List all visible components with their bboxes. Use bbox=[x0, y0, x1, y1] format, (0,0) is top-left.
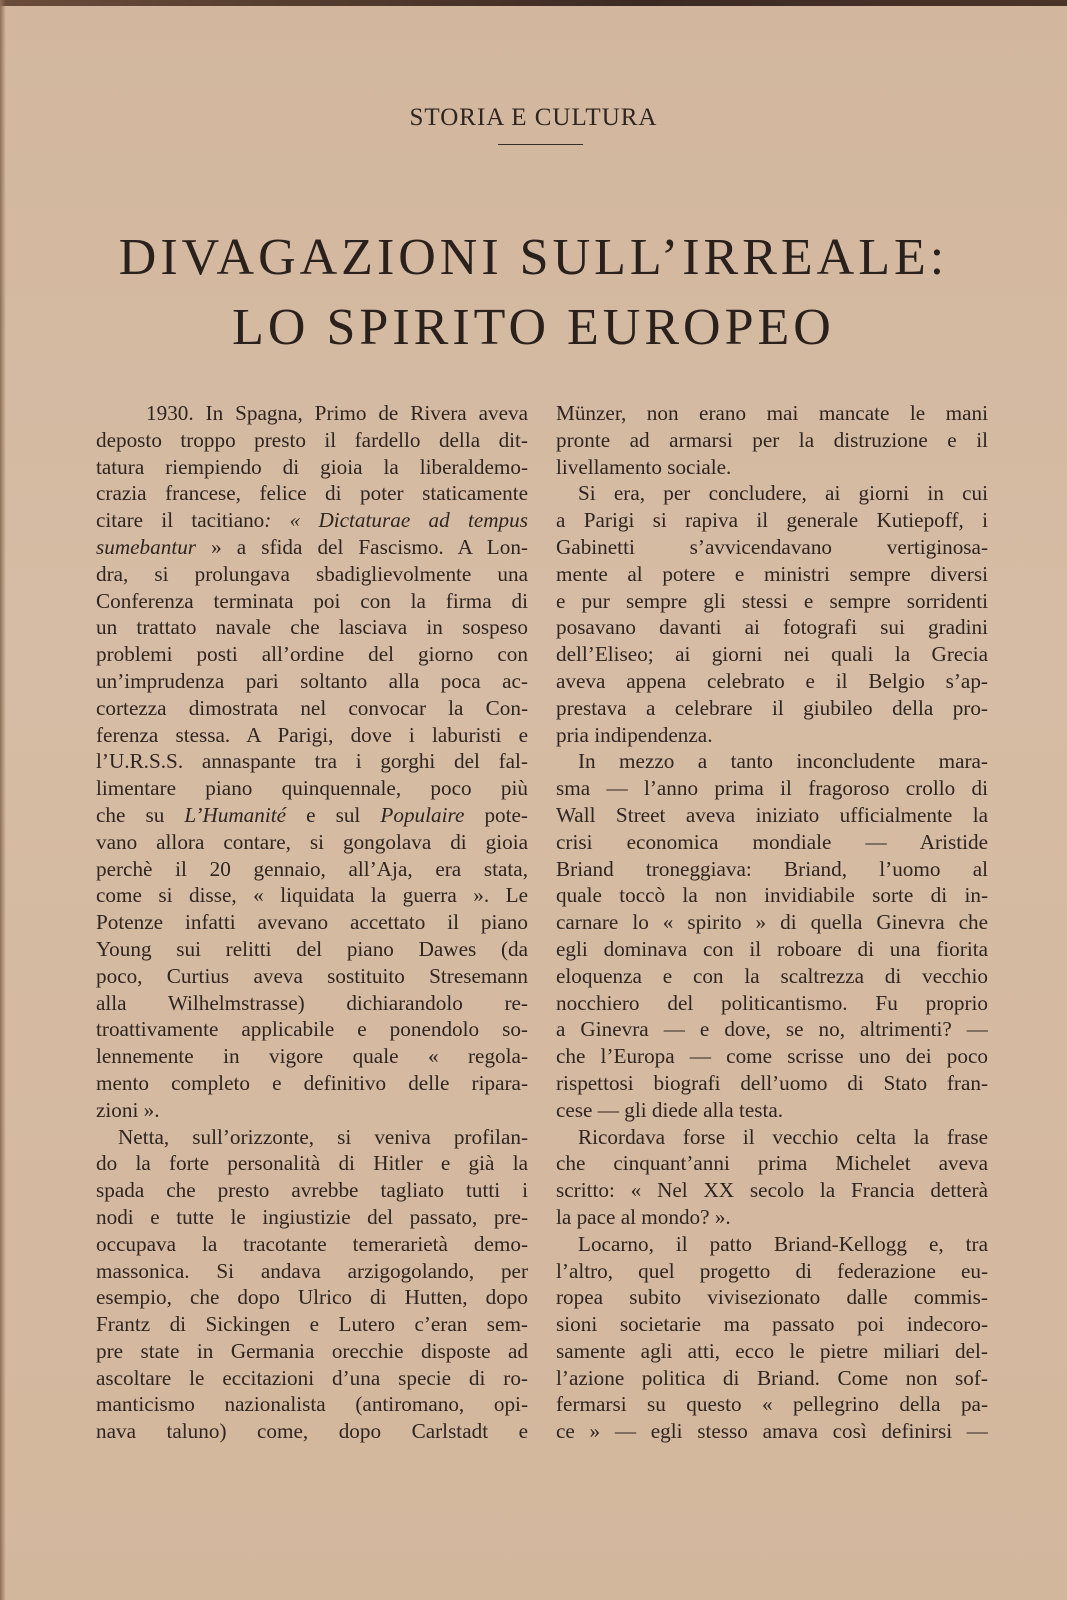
text-line: come si disse, « liquidata la guerra ». Le bbox=[96, 883, 528, 908]
text-line: 1930. In Spagna, Primo de Rivera aveva bbox=[146, 401, 528, 425]
text-line: cortezza dimostrata nel convocar la Con- bbox=[96, 695, 528, 720]
text-line: eloquenza e con la scaltrezza di vecchio bbox=[556, 963, 988, 988]
text-line: Young sui relitti del piano Dawes (da bbox=[96, 936, 528, 961]
text-line: pronte ad armarsi per la distruzione e il bbox=[556, 427, 988, 452]
text-line: Münzer, non erano mai mancate le mani bbox=[556, 401, 988, 425]
text-line: Gabinetti s’avvicendavano vertiginosa- bbox=[556, 534, 988, 559]
text-line: vano allora contare, si gongolava di gioia bbox=[96, 829, 528, 854]
text-line: limentare piano quinquennale, poco più bbox=[96, 776, 528, 801]
article-title-line-1: DIVAGAZIONI SULL’IRREALE: bbox=[118, 229, 949, 286]
text-line: troattivamente applicabile e ponendolo so- bbox=[96, 1017, 528, 1042]
text-line: nava taluno) come, dopo Carlstadt e bbox=[96, 1419, 528, 1444]
text-line: lennemente in vigore quale « regola- bbox=[96, 1044, 528, 1069]
page-top-edge bbox=[0, 0, 1067, 6]
text-line: a Ginevra — e dove, se no, altrimenti? — bbox=[556, 1017, 988, 1042]
text-line: Frantz di Sickingen e Lutero c’eran sem- bbox=[96, 1312, 528, 1337]
text-line: samente agli atti, ecco le pietre miliari del- bbox=[556, 1338, 988, 1363]
text-line: un trattato navale che lasciava in sospeso bbox=[96, 615, 528, 640]
text-line: cese — gli diede alla testa. bbox=[556, 1097, 784, 1122]
text-line: mento completo e definitivo delle ripara- bbox=[96, 1070, 528, 1095]
text-line: ascoltare le eccitazioni d’una specie di ro- bbox=[96, 1365, 528, 1390]
text-line: crisi economica mondiale — Aristide bbox=[556, 829, 988, 854]
text-line: In mezzo a tanto inconcludente mara- bbox=[578, 749, 988, 774]
text-line: zioni ». bbox=[96, 1097, 160, 1122]
text-line: ce » — egli stesso amava così definirsi — bbox=[556, 1419, 988, 1444]
text-line: ropea subito vivisezionato dalle commis- bbox=[556, 1285, 988, 1310]
text-line: manticismo nazionalista (antiromano, opi- bbox=[96, 1392, 528, 1417]
text-line: quale toccò la non invidiabile sorte di in- bbox=[556, 883, 988, 908]
text-line: scritto: « Nel XX secolo la Francia detterà bbox=[556, 1178, 988, 1203]
text-line: Ricordava forse il vecchio celta la frase bbox=[578, 1124, 988, 1149]
text-line: che l’Europa — come scrisse uno dei poco bbox=[556, 1044, 988, 1069]
text-line: rispettosi biografi dell’uomo di Stato fran- bbox=[556, 1070, 988, 1095]
section-divider bbox=[498, 144, 583, 145]
text-line: la pace al mondo? ». bbox=[556, 1204, 731, 1229]
text-line: posavano davanti ai fotografi sui gradini bbox=[556, 615, 988, 640]
text-line: livellamento sociale. bbox=[556, 454, 732, 479]
text-line: nodi e tutte le ingiustizie del passato, pre- bbox=[96, 1204, 528, 1229]
text-line: ferenza stessa. A Parigi, dove i laburisti e bbox=[96, 722, 528, 747]
text-line: dell’Eliseo; ai giorni nei quali la Grecia bbox=[556, 642, 988, 667]
text-line: Netta, sull’orizzonte, si veniva profilan- bbox=[118, 1124, 528, 1149]
text-line: pria indipendenza. bbox=[556, 722, 713, 747]
text-line: occupava la tracotante temerarietà demo- bbox=[96, 1231, 528, 1256]
text-line: che cinquant’anni prima Michelet aveva bbox=[556, 1151, 988, 1176]
text-line: egli dominava con il roboare di una fiorita bbox=[556, 936, 988, 961]
text-line: fermarsi su questo « pellegrino della pa- bbox=[556, 1392, 988, 1417]
text-line: Potenze infatti avevano accettato il piano bbox=[96, 910, 528, 935]
text-line: do la forte personalità di Hitler e già la bbox=[96, 1151, 528, 1176]
left-text-column bbox=[96, 400, 528, 1445]
text-line: l’azione politica di Briand. Come non sof- bbox=[556, 1365, 988, 1390]
text-line: esempio, che dopo Ulrico di Hutten, dopo bbox=[96, 1285, 528, 1310]
text-line: a Parigi si rapiva il generale Kutiepoff, i bbox=[556, 508, 988, 533]
text-line: e pur sempre gli stessi e sempre sorridenti bbox=[556, 588, 988, 613]
text-line: sumebantur » a sfida del Fascismo. A Lon- bbox=[96, 534, 528, 559]
text-line: l’U.R.S.S. annaspante tra i gorghi del fal- bbox=[96, 749, 528, 774]
text-line: poco, Curtius aveva sostituito Stresemann bbox=[96, 963, 528, 988]
text-line: crazia francese, felice di poter staticamente bbox=[96, 481, 528, 506]
text-line: citare il tacitiano: « Dictaturae ad tempus bbox=[96, 508, 528, 533]
text-line: un’imprudenza pari soltanto alla poca ac- bbox=[96, 668, 528, 693]
right-text-column bbox=[556, 400, 988, 1445]
text-line: Locarno, il patto Briand-Kellogg e, tra bbox=[578, 1231, 988, 1256]
article-title-line-2: LO SPIRITO EUROPEO bbox=[232, 299, 835, 356]
text-line: aveva appena celebrato e il Belgio s’ap- bbox=[556, 668, 988, 693]
text-line: l’altro, quel progetto di federazione eu- bbox=[556, 1258, 988, 1283]
text-line: massonica. Si andava arzigogolando, per bbox=[96, 1258, 528, 1283]
text-line: che su L’Humanité e sul Populaire pote- bbox=[96, 802, 528, 827]
text-line: Conferenza terminata poi con la firma di bbox=[96, 588, 528, 613]
text-line: carnare lo « spirito » di quella Ginevra che bbox=[556, 910, 988, 935]
text-line: tatura riempiendo di gioia la liberaldemo- bbox=[96, 454, 528, 479]
text-line: sioni societarie ma passato poi indecoro- bbox=[556, 1312, 988, 1337]
section-label: STORIA E CULTURA bbox=[409, 104, 658, 131]
text-line: spada che presto avrebbe tagliato tutti i bbox=[96, 1178, 528, 1203]
text-line: Wall Street aveva iniziato ufficialmente la bbox=[556, 802, 988, 827]
text-line: problemi posti all’ordine del giorno con bbox=[96, 642, 528, 667]
text-line: Briand troneggiava: Briand, l’uomo al bbox=[556, 856, 988, 881]
text-line: nocchiero del politicantismo. Fu proprio bbox=[556, 990, 988, 1015]
text-line: prestava a celebrare il giubileo della pro- bbox=[556, 695, 988, 720]
text-line: deposto troppo presto il fardello della dit- bbox=[96, 427, 528, 452]
text-line: mente al potere e ministri sempre diversi bbox=[556, 561, 988, 586]
text-line: pre state in Germania orecchie disposte ad bbox=[96, 1338, 528, 1363]
text-line: alla Wilhelmstrasse) dichiarandolo re- bbox=[96, 990, 528, 1015]
text-line: Si era, per concludere, ai giorni in cui bbox=[578, 481, 988, 506]
text-line: dra, si prolungava sbadiglievolmente una bbox=[96, 561, 528, 586]
text-line: perchè il 20 gennaio, all’Aja, era stata, bbox=[96, 856, 528, 881]
text-line: sma — l’anno prima il fragoroso crollo di bbox=[556, 776, 988, 801]
